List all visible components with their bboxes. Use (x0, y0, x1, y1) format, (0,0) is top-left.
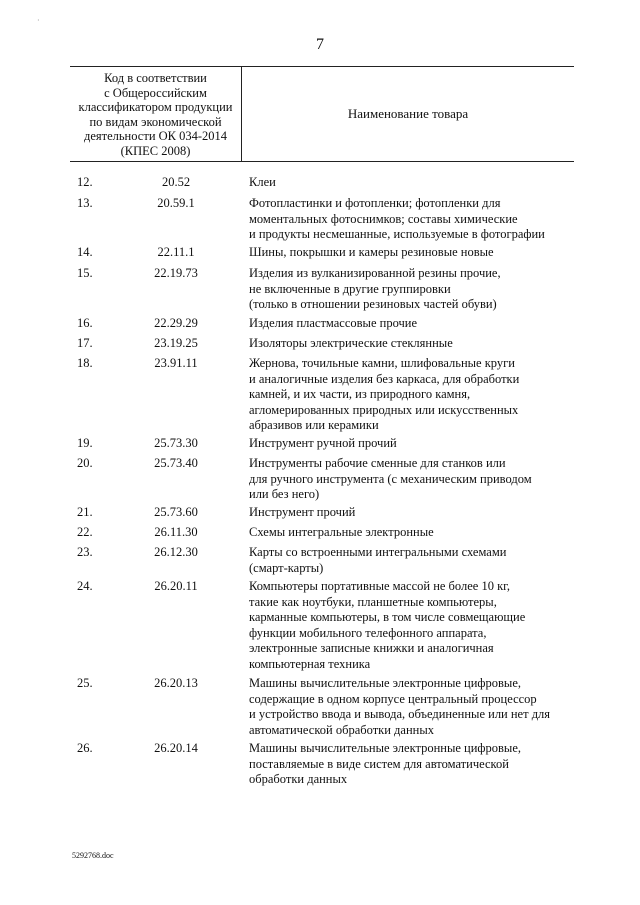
row-name (249, 356, 569, 434)
header-code-line: классификатором продукции (78, 100, 233, 114)
top-mark: · (37, 16, 40, 25)
row-name-line: Машины вычислительные электронные цифровые, (249, 676, 522, 690)
row-number: 13. (77, 196, 93, 210)
table-header (70, 66, 574, 162)
row-name-line: компьютерная техника (249, 656, 371, 671)
row-name-line: камней, и их части, из природного камня, (249, 387, 471, 401)
row-code: 25.73.40 (154, 456, 198, 470)
row-number: 17. (77, 336, 93, 350)
row-name (249, 175, 569, 191)
row-number: 15. (77, 266, 93, 280)
row-number: 20. (77, 456, 93, 470)
row-number: 21. (77, 505, 93, 519)
row-name-line: (смарт-карты) (249, 560, 324, 575)
row-name (249, 456, 569, 503)
row-name-line: обработки данных (249, 772, 348, 786)
row-name-line: Карты со встроенными интегральными схемами (249, 545, 507, 559)
row-code: 22.11.1 (157, 245, 195, 259)
row-code: 26.12.30 (154, 545, 198, 559)
row-code: 22.19.73 (154, 266, 198, 280)
row-name (249, 579, 569, 672)
row-name (249, 545, 569, 576)
header-name-column: Наименование товара (347, 106, 469, 121)
row-name-line: автоматической обработки данных (249, 722, 434, 737)
row-name-line: для ручного инструмента (с механическим приводом (249, 471, 532, 486)
row-name-line: такие как ноутбуки, планшетные компьютеры, (249, 594, 497, 609)
row-code: 22.29.29 (154, 316, 198, 330)
row-name-line: агломерированных природных или искусственных (249, 402, 519, 417)
header-code-line: деятельности ОК 034-2014 (83, 129, 228, 143)
row-name-line: и аналогичные изделия без каркаса, для обработки (249, 371, 520, 386)
header-code-line: Код в соответствии (104, 71, 207, 85)
row-name (249, 525, 569, 541)
row-name (249, 196, 569, 243)
row-name-line: функции мобильного телефонного аппарата, (249, 625, 487, 640)
row-name-line: Изоляторы электрические стеклянные (249, 336, 453, 350)
row-code: 26.20.13 (154, 676, 198, 690)
row-name (249, 266, 569, 313)
row-number: 19. (77, 436, 93, 450)
row-name-line: Клеи (249, 175, 276, 189)
row-name-line: моментальных фотоснимков; составы химические (249, 211, 518, 226)
row-name (249, 436, 569, 452)
row-code: 26.20.14 (154, 741, 198, 755)
row-code: 20.52 (161, 175, 191, 189)
row-number: 12. (77, 175, 93, 189)
row-number: 22. (77, 525, 93, 539)
row-name-line: Инструменты рабочие сменные для станков или (249, 456, 506, 470)
row-name-line: Инструмент ручной прочий (249, 436, 397, 450)
row-number: 16. (77, 316, 93, 330)
row-name-line: Шины, покрышки и камеры резиновые новые (249, 245, 494, 259)
header-code-line: (КПЕС 2008) (120, 143, 191, 158)
row-name-line: карманные компьютеры, в том числе совмещающие (249, 610, 526, 624)
row-code: 26.11.30 (154, 525, 198, 539)
row-name-line: Изделия из вулканизированной резины прочие, (249, 266, 501, 280)
row-name (249, 741, 569, 788)
row-name-line: абразивов или керамики (249, 418, 379, 432)
page-number: 7 (316, 36, 324, 53)
row-name-line: Машины вычислительные электронные цифровые, (249, 741, 522, 755)
row-name-line: Изделия пластмассовые прочие (249, 316, 418, 330)
row-code: 20.59.1 (157, 196, 195, 210)
row-name-line: и продукты несмешанные, используемые в фотографии (249, 227, 545, 241)
row-name (249, 316, 569, 332)
row-name-line: Фотопластинки и фотопленки; фотопленки для (249, 196, 501, 210)
row-name-line: электронные записные книжки и аналогичная (249, 641, 494, 655)
row-code: 23.19.25 (154, 336, 198, 350)
row-number: 24. (77, 579, 93, 593)
row-name-line: Схемы интегральные электронные (249, 525, 434, 539)
row-name-line: не включенные в другие группировки (249, 281, 451, 296)
row-code: 23.91.11 (154, 356, 198, 370)
row-name-line: содержащие в одном корпусе центральный процессор (249, 691, 537, 706)
row-name (249, 676, 569, 738)
row-name-line: или без него) (249, 487, 320, 501)
row-name (249, 505, 569, 521)
row-name-line: и устройство ввода и вывода, объединенные или нет для (249, 707, 551, 721)
row-name-line: поставляемые в виде систем для автоматической (249, 756, 509, 771)
row-number: 18. (77, 356, 93, 370)
row-name-line: (только в отношении резиновых частей обуви) (249, 297, 497, 311)
header-code-column (70, 67, 242, 161)
header-code-line: с Общероссийским (104, 85, 207, 100)
footer-filename: 5292768.doc (72, 851, 114, 860)
header-code-line: по видам экономической (89, 114, 222, 129)
row-name-line: Компьютеры портативные массой не более 10 кг, (249, 579, 511, 593)
row-code: 26.20.11 (154, 579, 198, 593)
row-name-line: Инструмент прочий (249, 505, 356, 519)
row-number: 26. (77, 741, 93, 755)
row-code: 25.73.30 (154, 436, 198, 450)
row-name (249, 336, 569, 352)
row-name (249, 245, 569, 261)
row-number: 14. (77, 245, 93, 259)
row-number: 25. (77, 676, 93, 690)
row-code: 25.73.60 (154, 505, 198, 519)
row-number: 23. (77, 545, 93, 559)
row-name-line: Жернова, точильные камни, шлифовальные круги (249, 356, 515, 370)
